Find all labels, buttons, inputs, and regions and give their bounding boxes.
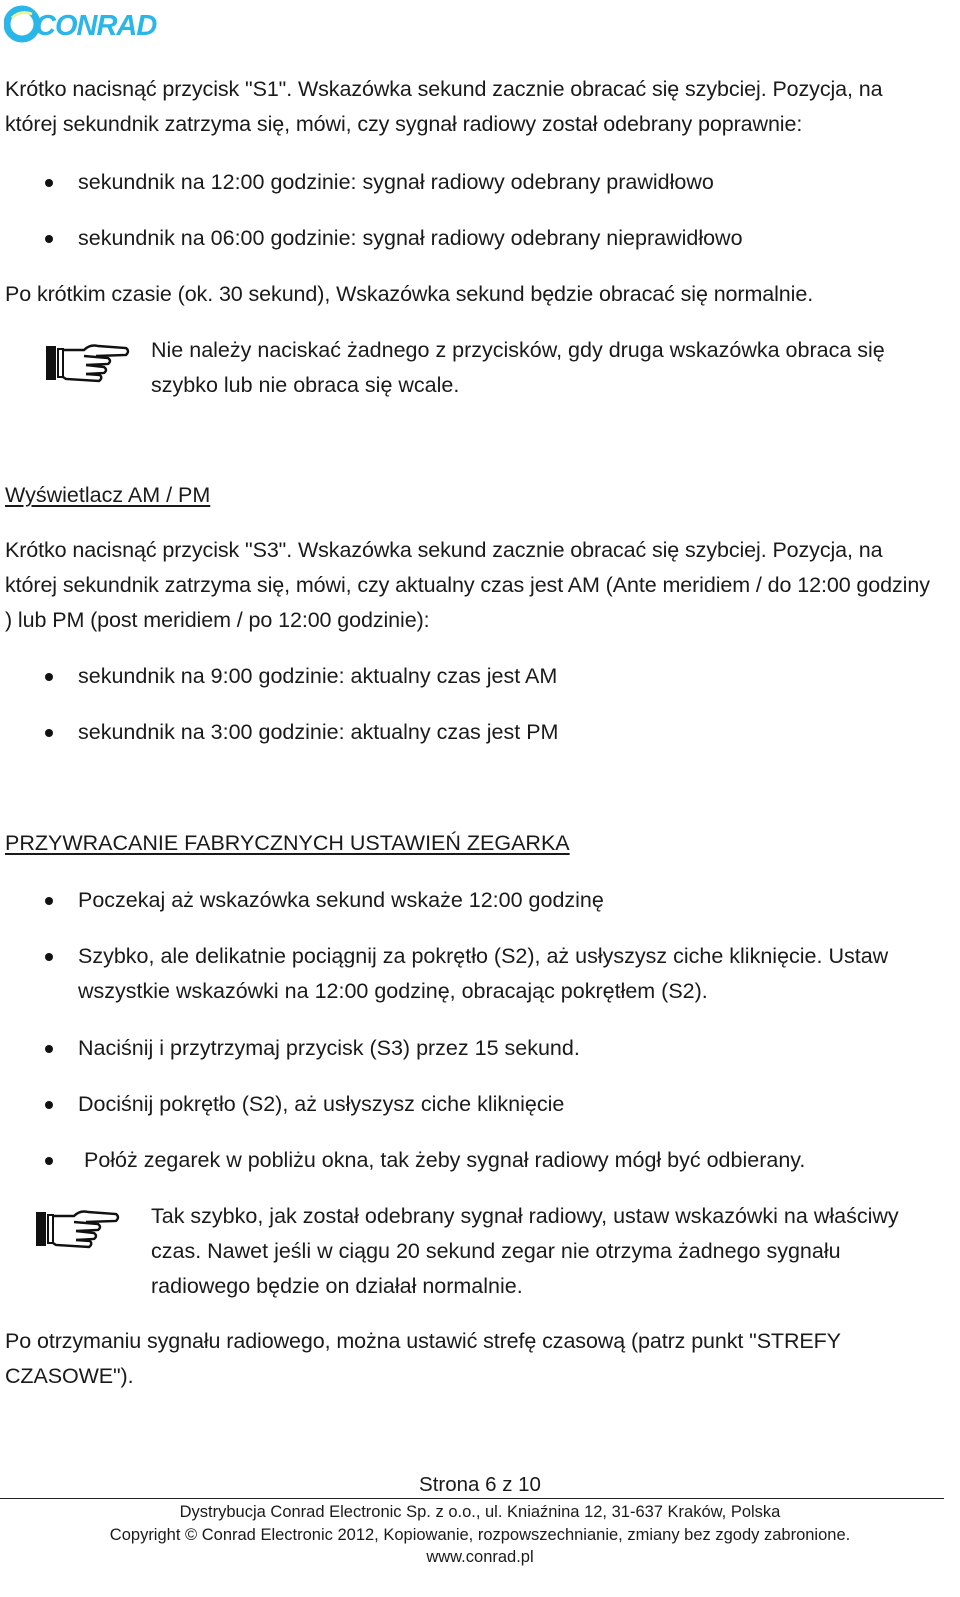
footer-copyright: Copyright © Conrad Electronic 2012, Kopiowanie, rozpowszechnianie, zmiany bez zgody zabronione. <box>109 1526 851 1544</box>
list-item-text: sekundnik na 3:00 godzinie: aktualny czas jest PM <box>78 720 559 744</box>
list-item-text: sekundnik na 12:00 godzinie: sygnał radiowy odebrany prawidłowo <box>78 170 714 194</box>
bullet-icon <box>45 1101 53 1109</box>
bullet-icon <box>45 1045 53 1053</box>
section-heading-factory-reset: PRZYWRACANIE FABRYCZNYCH USTAWIEŃ ZEGARKA <box>5 831 570 855</box>
list-item-text: sekundnik na 06:00 godzinie: sygnał radiowy odebrany nieprawidłowo <box>78 226 743 250</box>
list-item-text: Połóż zegarek w pobliżu okna, tak żeby sygnał radiowy mógł być odbierany. <box>78 1148 806 1172</box>
bullet-icon <box>45 953 53 961</box>
section1-intro: Krótko nacisnąć przycisk "S1". Wskazówka sekund zacznie obracać się szybciej. Pozycja, na której sekundnik zatrzyma się, mówi, czy sygnał radiowy został odebrany poprawnie: <box>5 77 883 136</box>
section2-intro: Krótko nacisnąć przycisk "S3". Wskazówka sekund zacznie obracać się szybciej. Pozycja, na której sekundnik zatrzyma się, mówi, czy aktualny czas jest AM (Ante meridiem / do 12:00 godziny ) lub PM (post meridiem / po 12:00 godzinie): <box>5 538 930 632</box>
list-item <box>5 221 940 256</box>
list-item <box>5 659 940 694</box>
footer-divider <box>0 1498 944 1499</box>
bullet-icon <box>45 179 53 187</box>
page-number: Strona 6 z 10 <box>419 1473 541 1496</box>
bullet-icon <box>45 1157 53 1165</box>
section3-closing: Po otrzymaniu sygnału radiowego, można ustawić strefę czasową (patrz punkt "STREFY CZASOWE"). <box>5 1329 841 1388</box>
list-item-text: sekundnik na 9:00 godzinie: aktualny czas jest AM <box>78 664 558 688</box>
list-item <box>5 939 940 1009</box>
section1-after: Po krótkim czasie (ok. 30 sekund), Wskazówka sekund będzie obracać się normalnie. <box>5 282 814 306</box>
section3-note: Tak szybko, jak został odebrany sygnał radiowy, ustaw wskazówki na właściwy czas. Nawet jeśli w ciągu 20 sekund zegar nie otrzyma żadnego sygnału radiowego będzie on działał normalnie. <box>151 1204 899 1298</box>
conrad-logo <box>4 4 160 44</box>
list-item-text: Dociśnij pokrętło (S2), aż usłyszysz ciche kliknięcie <box>78 1092 565 1116</box>
pointing-hand-icon <box>44 340 130 386</box>
list-item <box>5 1087 940 1122</box>
list-item <box>5 715 940 750</box>
footer-website: www.conrad.pl <box>426 1548 534 1566</box>
section-heading-am-pm: Wyświetlacz AM / PM <box>5 483 211 507</box>
bullet-icon <box>45 673 53 681</box>
list-item <box>5 883 940 918</box>
list-item-text: Poczekaj aż wskazówka sekund wskaże 12:00 godzinę <box>78 888 604 912</box>
logo-ring-icon <box>7 9 37 39</box>
list-item <box>5 1031 940 1066</box>
bullet-icon <box>45 729 53 737</box>
footer-distributor: Dystrybucja Conrad Electronic Sp. z o.o., ul. Kniaźnina 12, 31-637 Kraków, Polska <box>179 1503 781 1521</box>
logo-text: CONRAD <box>35 10 157 42</box>
bullet-icon <box>45 897 53 905</box>
bullet-icon <box>45 235 53 243</box>
section1-note: Nie należy naciskać żadnego z przycisków, gdy druga wskazówka obraca się szybko lub nie obraca się wcale. <box>151 338 885 397</box>
pointing-hand-icon <box>34 1206 120 1252</box>
list-item-text: Szybko, ale delikatnie pociągnij za pokrętło (S2), aż usłyszysz ciche kliknięcie. Ustaw wszystkie wskazówki na 12:00 godzinę, obracając pokrętłem (S2). <box>78 944 889 1003</box>
list-item-text: Naciśnij i przytrzymaj przycisk (S3) przez 15 sekund. <box>78 1036 580 1060</box>
list-item <box>5 1143 940 1178</box>
list-item <box>5 165 940 200</box>
